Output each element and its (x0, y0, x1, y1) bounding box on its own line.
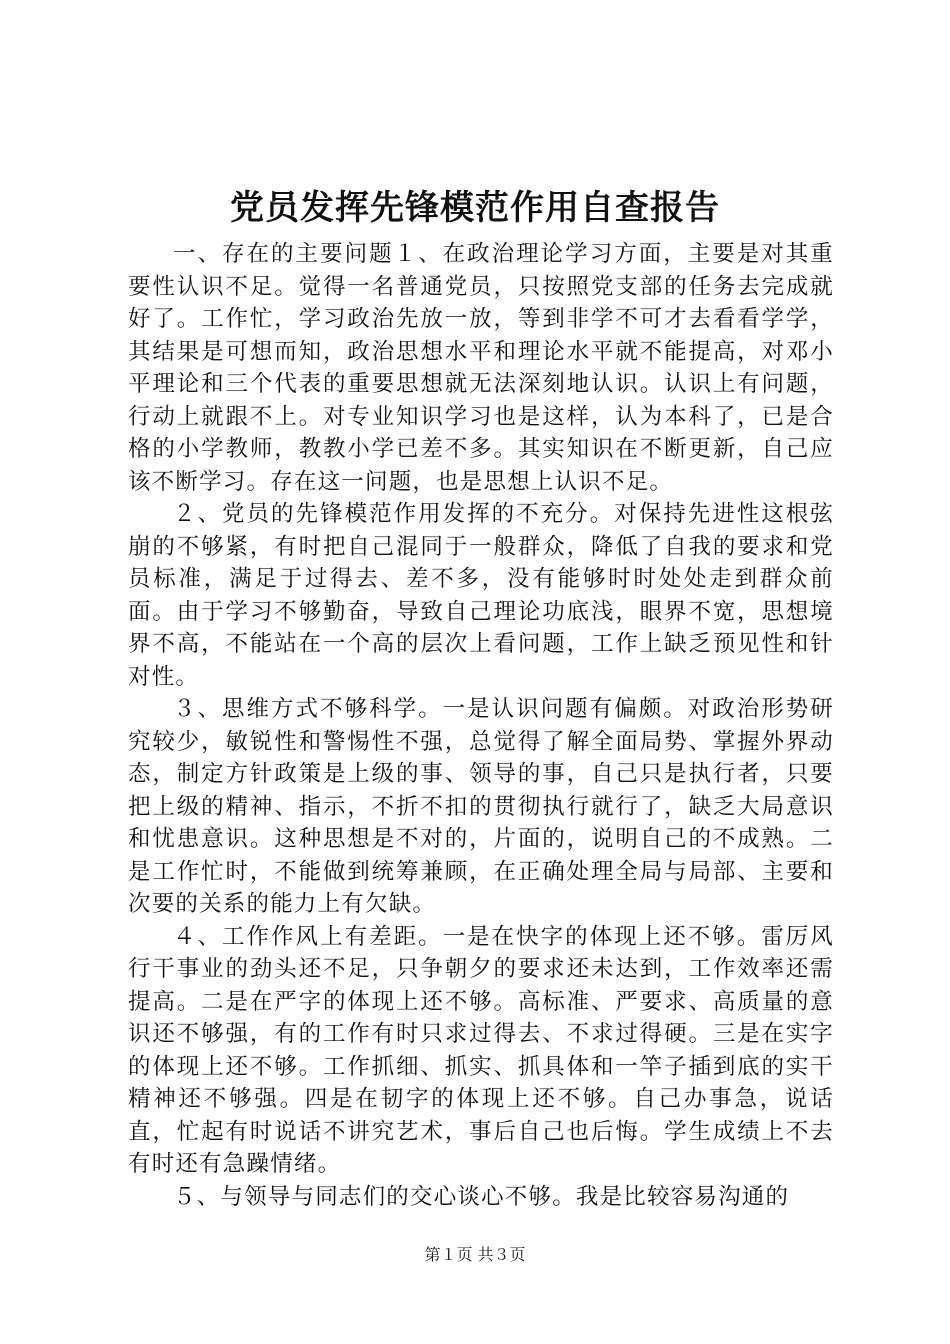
document-title: 党员发挥先锋模范作用自查报告 (230, 188, 720, 228)
paragraph-1: 一、存在的主要问题１、在政治理论学习方面，主要是对其重要性认识不足。觉得一名普通党员，只按照党支部的任务去完成就好了。工作忙，学习政治先放一放，等到非学不可才去看看学学，其结果是可想而知，政治思想水平和理论水平就不能提高，对邓小平理论和三个代表的重要思想就无法深刻地认识。认识上有问题，行动上就跟不上。对专业知识学习也是这样，认为本科了，已是合格的小学教师，教教小学已差不多。其实知识在不断更新，自己应该不断学习。存在这一问题，也是思想上认识不足。 (128, 241, 834, 495)
paragraph-2: ２、党员的先锋模范作用发挥的不充分。对保持先进性这根弦崩的不够紧，有时把自己混同于一般群众，降低了自我的要求和党员标准，满足于过得去、差不多，没有能够时时处处走到群众前面。由于学习不够勤奋，导致自己理论功底浅，眼界不宽，思想境界不高，不能站在一个高的层次上看问题，工作上缺乏预见性和针对性。 (128, 501, 834, 690)
document-body (128, 238, 834, 1213)
page-footer: 第１页 共３页 (424, 1245, 526, 1264)
paragraph-5: ５、与领导与同志们的交心谈心不够。我是比较容易沟通的 (173, 1183, 790, 1210)
paragraph-3: ３、思维方式不够科学。一是认识问题有偏颇。对政治形势研究较少，敏锐性和警惕性不强，总觉得了解全面局势、掌握外界动态，制定方针政策是上级的事、领导的事，自己只是执行者，只要把上级的精神、指示，不折不扣的贯彻执行就行了，缺乏大局意识和忧患意识。这种思想是不对的，片面的，说明自己的不成熟。二是工作忙时，不能做到统筹兼顾，在正确处理全局与局部、主要和次要的关系的能力上有欠缺。 (128, 696, 834, 917)
paragraph-4: ４、工作作风上有差距。一是在快字的体现上还不够。雷厉风行干事业的劲头还不足，只争朝夕的要求还未达到，工作效率还需提高。二是在严字的体现上还不够。高标准、严要求、高质量的意识还不够强，有的工作有时只求过得去、不求过得硬。三是在实字的体现上还不够。工作抓细、抓实、抓具体和一竿子插到底的实干精神还不够强。四是在韧字的体现上还不够。自己办事急，说话直，忙起有时说话不讲究艺术，事后自己也后悔。学生成绩上不去有时还有急躁情绪。 (128, 923, 834, 1177)
